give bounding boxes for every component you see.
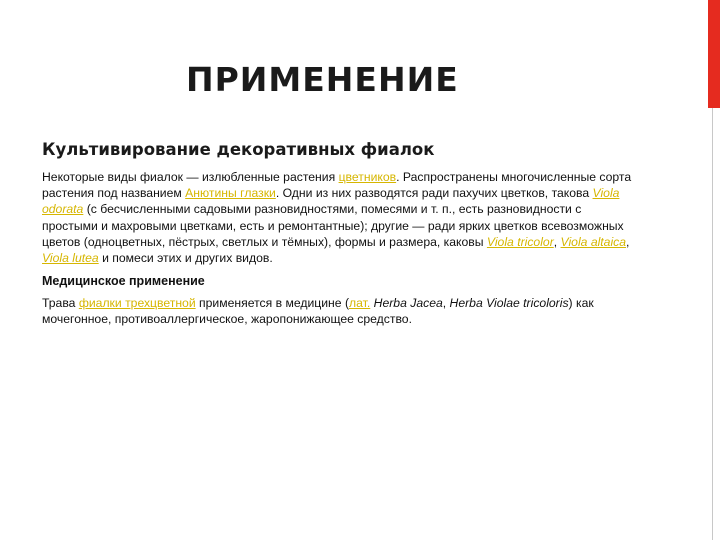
link-latin[interactable]: лат.	[349, 296, 371, 311]
paragraph-text: ,	[442, 296, 450, 311]
section-heading-medical: Медицинское применение	[42, 274, 205, 289]
red-accent-bar	[708, 0, 720, 108]
slide-content	[42, 140, 642, 328]
link-viola-lutea[interactable]: Viola lutea	[42, 251, 99, 266]
slide-title: ПРИМЕНЕНИЕ	[186, 60, 459, 99]
paragraph-text: Некоторые виды фиалок — излюбленные растения	[42, 170, 339, 184]
paragraph-text: Трава	[42, 296, 79, 311]
paragraph-text: и помеси этих и других видов.	[98, 251, 273, 266]
link-viola-altaica[interactable]: Viola altaica	[560, 234, 627, 249]
link-viola-tricolor[interactable]: Viola tricolor	[486, 234, 554, 249]
paragraph-text: (с бесчисленными садовыми разновидностями, помесями и т. п., есть разновидности с простыми и махровыми цветками, есть и ремонтантные); другие — ради ярких цветков всевозможных цветов (одноцветных, пёстрых, светлых и тёмных), формы и размера, каковы	[42, 202, 624, 249]
paragraph-text: ,	[553, 234, 561, 249]
section-heading-cultivation: Культивирование декоративных фиалок	[42, 140, 435, 159]
link-tricolor-violet[interactable]: фиалки трехцветной	[78, 296, 196, 311]
cultivation-paragraph	[42, 169, 640, 266]
link-flowerbeds[interactable]: цветников	[338, 170, 397, 184]
paragraph-text: . Одни из них разводятся ради пахучих цветков, такова	[275, 186, 593, 201]
paragraph-text: ) как мочегонное, противоаллергическое, жаропонижающее средство.	[42, 296, 594, 327]
right-edge-line	[712, 108, 713, 540]
paragraph-text: ,	[626, 234, 630, 249]
link-viola-odorata[interactable]: Viola odorata	[42, 186, 620, 217]
latin-name-herba-jacea: Herba Jacea	[373, 296, 443, 311]
paragraph-text: применяется в медицине (	[195, 296, 350, 311]
medical-paragraph	[42, 295, 640, 327]
paragraph-text: . Распространены многочисленные сорта растения под названием	[42, 170, 632, 201]
latin-name-herba-violae: Herba Violae tricoloris	[449, 296, 569, 311]
link-pansies[interactable]: Анютины глазки	[185, 186, 276, 201]
